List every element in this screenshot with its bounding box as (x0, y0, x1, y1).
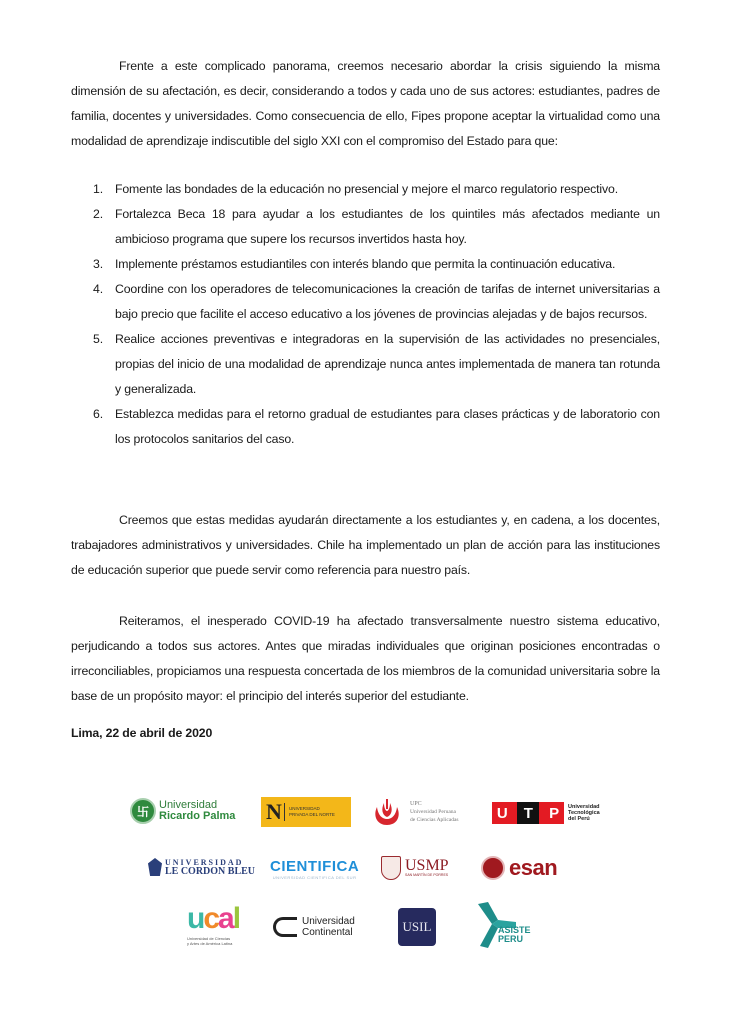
list-item: 4. Coordine con los operadores de telecomunicaciones la creación de tarifas de internet universitarias a bajo precio que facilite el acceso educativo a los jóvenes de provincias alejadas y de bajos recursos. (93, 282, 660, 321)
logo-upc: UPC Universidad Peruana de Ciencias Aplicadas (372, 797, 459, 827)
list-item: 5. Realice acciones preventivas e integradoras en la supervisión de las actividades no presenciales, propias del inicio de una modalidad de aprendizaje nunca antes implementada de manera tan rotunda y generalizada. (93, 332, 660, 396)
lcb-crest-icon (148, 858, 162, 876)
ucal-wordmark: ucal (187, 902, 240, 935)
logo-utp: U T P Universidad Tecnológica del Perú (492, 802, 600, 824)
intro-paragraph-text: Frente a este complicado panorama, creemos necesario abordar la crisis siguiendo la misma dimensión de su afectación, es decir, considerando a todos y cada uno de sus actores: estudiantes, padres de familia, docentes y universidades. Como consecuencia de ello, Fipes propone aceptar la virtualidad como una modalidad de aprendizaje indiscutible del siglo XXI con el compromiso del Estado para que: (71, 59, 660, 148)
date-line: Lima, 22 de abril de 2020 (71, 726, 213, 740)
usmp-shield-icon (381, 856, 401, 880)
logo-continental: Universidad Continental (273, 916, 355, 938)
logo-esan: esan (481, 855, 557, 881)
logo-ucal: ucal Universidad de Ciencias y Artes de América Latina (187, 902, 240, 946)
continental-c-icon (273, 917, 297, 937)
closing-paragraph: Reiteramos, el inesperado COVID-19 ha afectado transversalmente nuestro sistema educativo, perjudicando a todos sus actores. Antes que miradas individuales que originan posiciones encontradas o irreconciliables, propiciamos una respuesta concertada de los miembros de la comunidad universitaria sobre la base de un propósito mayor: el principio del interés superior del estudiante. (71, 614, 660, 703)
list-item: 3. Implemente préstamos estudiantiles con interés blando que permita la continuación educativa. (93, 257, 616, 271)
logo-le-cordon-bleu: UNIVERSIDAD LE CORDON BLEU (148, 858, 255, 876)
proposals-list (93, 177, 660, 452)
measures-paragraph: Creemos que estas medidas ayudarán directamente a los estudiantes y, en cadena, a los docentes, trabajadores administrativos y universidades. Chile ha implementado un plan de acción para las instituciones de educación superior que puede servir como referencia para nuestro país. (71, 513, 660, 577)
logo-ricardo-palma: 卐 Universidad Ricardo Palma (130, 798, 235, 824)
urp-emblem-icon: 卐 (130, 798, 156, 824)
logo-usmp: USMP SAN MARTÍN DE PORRES (381, 856, 449, 880)
list-item: 1. Fomente las bondades de la educación no presencial y mejore el marco regulatorio respectivo. (93, 182, 618, 196)
list-item: 2. Fortalezca Beca 18 para ayudar a los estudiantes de los quintiles más afectados mediante un ambicioso programa que supere los recursos invertidos hasta hoy. (93, 207, 660, 246)
intro-paragraph (71, 54, 660, 154)
logo-upn: N UNIVERSIDAD PRIVADA DEL NORTE (261, 797, 351, 827)
list-item: 6. Establezca medidas para el retorno gradual de estudiantes para clases prácticas y de laboratorio con los protocolos sanitarios del caso. (93, 407, 660, 446)
utp-wordmark: U T P (492, 802, 564, 824)
logo-cientifica: CIENTIFICA UNIVERSIDAD CIENTIFICA DEL SUR (270, 858, 360, 880)
esan-seal-icon (481, 856, 505, 880)
upc-flame-icon (372, 797, 402, 827)
logo-usil: USIL (398, 908, 436, 946)
upn-n-icon: N (266, 799, 282, 824)
logo-asiste-peru: ASISTE PERU (476, 900, 546, 952)
